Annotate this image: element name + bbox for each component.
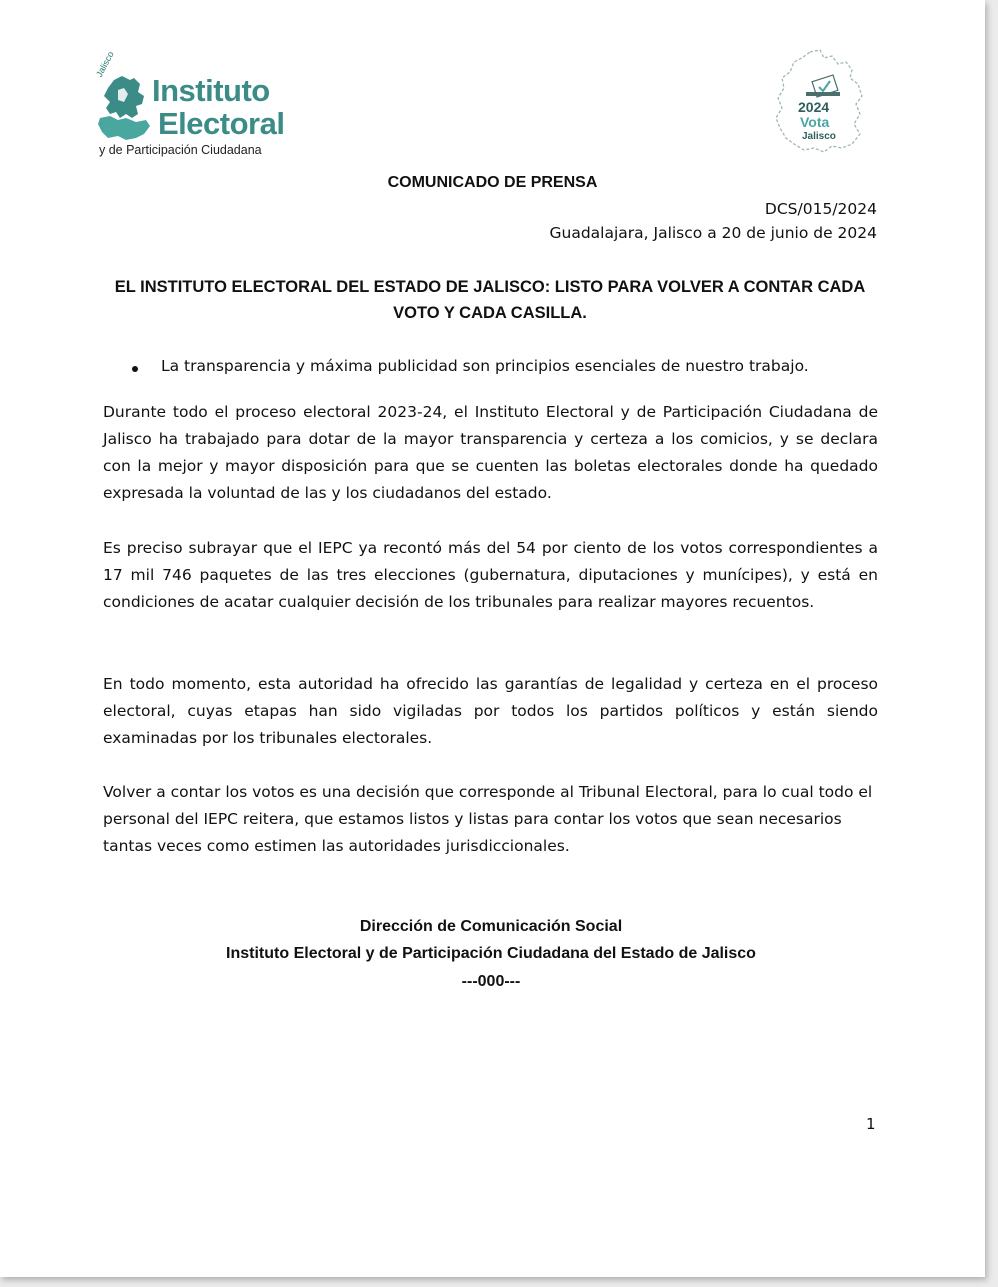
iepc-logo — [94, 49, 285, 160]
headline: EL INSTITUTO ELECTORAL DEL ESTADO DE JALISCO: LISTO PARA VOLVER A CONTAR CADA VOTO Y CADA CASILLA. — [114, 278, 866, 322]
bullet-icon — [132, 366, 138, 372]
paragraph-4: Volver a contar los votos es una decisión que corresponde al Tribunal Electoral, para lo cual todo el personal del IEPC reitera, que estamos listos y listas para contar los votos que sean necesarios tantas veces como estimen las autoridades jurisdiccionales. — [103, 783, 873, 855]
vota-jalisco-logo — [772, 48, 872, 154]
paragraph-2: Es preciso subrayar que el IEPC ya recontó más del 54 por ciento de los votos correspondientes a 17 mil 746 paquetes de las tres elecciones (gubernatura, diputaciones y munícipes), y está en condiciones de acatar cualquier decisión de los tribunales para realizar mayores recuentos. — [103, 539, 878, 611]
page-number: 1 — [866, 1115, 876, 1133]
place-date: Guadalajara, Jalisco a 20 de junio de 2024 — [549, 224, 877, 242]
jalisco-map-icon — [96, 74, 152, 144]
press-release-label: COMUNICADO DE PRENSA — [387, 174, 598, 191]
signature-institute: Instituto Electoral y de Participación Ciudadana del Estado de Jalisco — [226, 945, 756, 962]
reference-number: DCS/015/2024 — [764, 200, 877, 218]
signature-department: Dirección de Comunicación Social — [359, 918, 623, 935]
logo-participacion: y de Participación Ciudadana — [99, 143, 262, 157]
logo-state: Jalisco — [802, 131, 836, 142]
bullet-text: La transparencia y máxima publicidad son principios esenciales de nuestro trabajo. — [161, 357, 809, 375]
paragraph-1: Durante todo el proceso electoral 2023-24, el Instituto Electoral y de Participación Ciudadana de Jalisco ha trabajado para dotar de la mayor transparencia y certeza a los comicios, y se declara con la mejor y mayor disposición para que se cuenten las boletas electorales donde ha quedado expresada la voluntad de las y los ciudadanos del estado. — [103, 403, 878, 502]
logo-electoral: Electoral — [158, 106, 285, 141]
logo-vota: Vota — [800, 114, 830, 130]
logo-year: 2024 — [798, 99, 830, 115]
logo-instituto: Instituto — [152, 73, 270, 108]
signature-end-mark: ---000--- — [461, 973, 521, 990]
paragraph-3: En todo momento, esta autoridad ha ofrecido las garantías de legalidad y certeza en el proceso electoral, cuyas etapas han sido vigiladas por todos los partidos políticos y están siendo examinadas por los tribunales electorales. — [103, 675, 878, 747]
logo-jalisco-text: Jalisco — [94, 49, 116, 79]
